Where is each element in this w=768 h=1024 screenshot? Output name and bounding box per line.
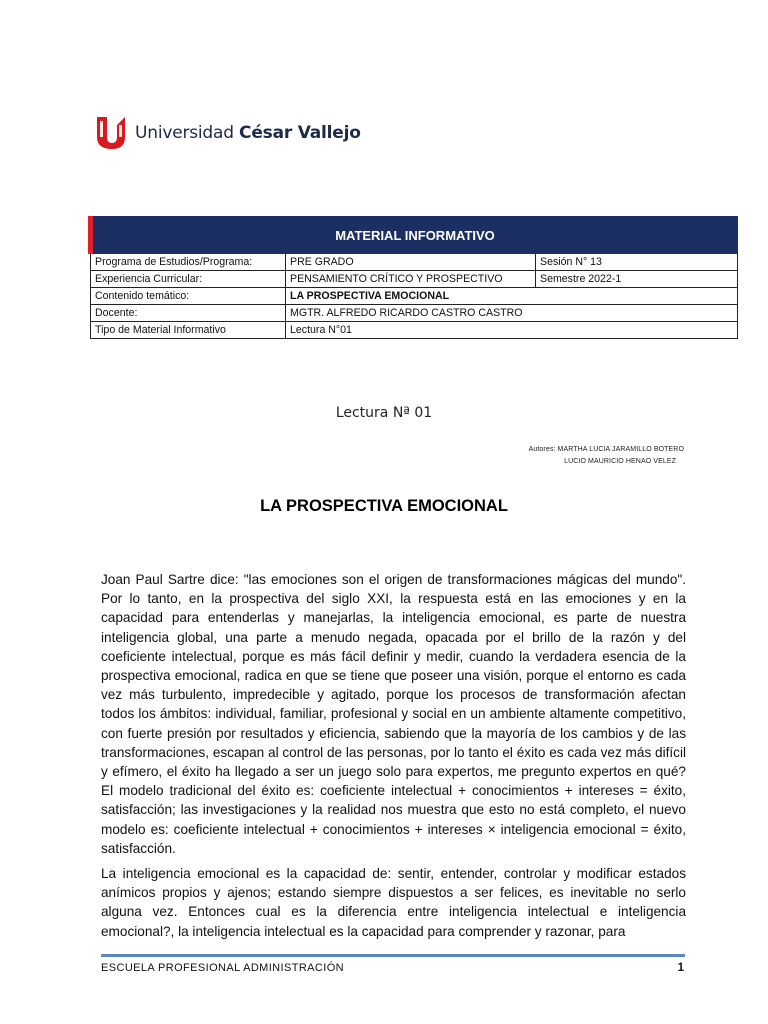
row-label: Contenido temático: xyxy=(91,288,286,305)
row-value: PENSAMIENTO CRÍTICO Y PROSPECTIVO xyxy=(286,271,536,288)
footer-school: ESCUELA PROFESIONAL ADMINISTRACIÓN xyxy=(101,962,345,974)
table-row xyxy=(91,254,738,271)
row-value: MGTR. ALFREDO RICARDO CASTRO CASTRO xyxy=(286,305,738,322)
table-header: MATERIAL INFORMATIVO xyxy=(91,217,738,254)
row-label: Programa de Estudios/Programa: xyxy=(91,254,286,271)
university-logo xyxy=(95,115,361,151)
row-value: PRE GRADO xyxy=(286,254,536,271)
reading-title: Lectura Nª 01 xyxy=(335,405,433,421)
row-label: Experiencia Curricular: xyxy=(91,271,286,288)
table-row xyxy=(91,271,738,288)
row-value: LA PROSPECTIVA EMOCIONAL xyxy=(286,288,738,305)
info-table-header-row xyxy=(91,217,738,254)
main-title: LA PROSPECTIVA EMOCIONAL xyxy=(260,497,508,515)
paragraph-1: Joan Paul Sartre dice: "las emociones son el origen de transformaciones mágicas del mundo". Por lo tanto, en la prospectiva del siglo XXI, la respuesta está en las emociones y en la capacidad para entenderlas y manejarlas, la inteligencia emocional, es parte de nuestra inteligencia global, una parte a menudo negada, opacada por el brillo de la razón y del coeficiente intelectual, porque es más fácil definir y medir, cuando la verdadera esencia de la prospectiva emocional, radica en que se tiene que poseer una visión, porque el entorno es cada vez más turbulento, impredecible y agitado, porque los procesos de transformación afectan todos los ámbitos: individual, familiar, profesional y social en un ambiente altamente competitivo, con fuerte presión por resultados y eficiencia, sabiendo que la mayoría de los cambios y de las transformaciones, escapan al control de las personas, por lo tanto el éxito es cada vez más difícil y efímero, el éxito ha llegado a ser un juego solo para expertos, me pregunto expertos en qué? El modelo tradicional del éxito es: coeficiente intelectual + conocimientos + intereses = éxito, satisfacción; las investigaciones y la realidad nos muestra que esto no está completo, el nuevo modelo es: coeficiente intelectual + conocimientos + intereses × inteligencia emocional = éxito, satisfacción. xyxy=(101,572,686,856)
author-line-2: LUCIO MAURICIO HENAO VELEZ xyxy=(564,458,676,465)
table-row xyxy=(91,322,738,339)
table-row xyxy=(91,288,738,305)
table-row xyxy=(91,305,738,322)
row-value: Lectura N°01 xyxy=(286,322,738,339)
info-table xyxy=(88,216,738,339)
row-extra: Sesión N° 13 xyxy=(536,254,738,271)
university-name: Universidad César Vallejo xyxy=(135,123,361,143)
ucv-shield-icon xyxy=(95,115,127,151)
author-line-1: Autores: MARTHA LUCIA JARAMILLO BOTERO xyxy=(528,446,684,453)
footer-divider xyxy=(101,954,685,957)
row-label: Tipo de Material Informativo xyxy=(91,322,286,339)
row-extra: Semestre 2022-1 xyxy=(536,271,738,288)
row-label: Docente: xyxy=(91,305,286,322)
paragraph-2: La inteligencia emocional es la capacidad de: sentir, entender, controlar y modificar estados anímicos propios y ajenos; estando siempre dispuestos a ser felices, es inevitable no serlo alguna vez. Entonces cual es la diferencia entre inteligencia intelectual e inteligencia emocional?, la inteligencia intelectual es la capacidad para comprender y razonar, para xyxy=(101,866,686,939)
authors xyxy=(529,444,684,468)
page-number: 1 xyxy=(677,962,684,974)
